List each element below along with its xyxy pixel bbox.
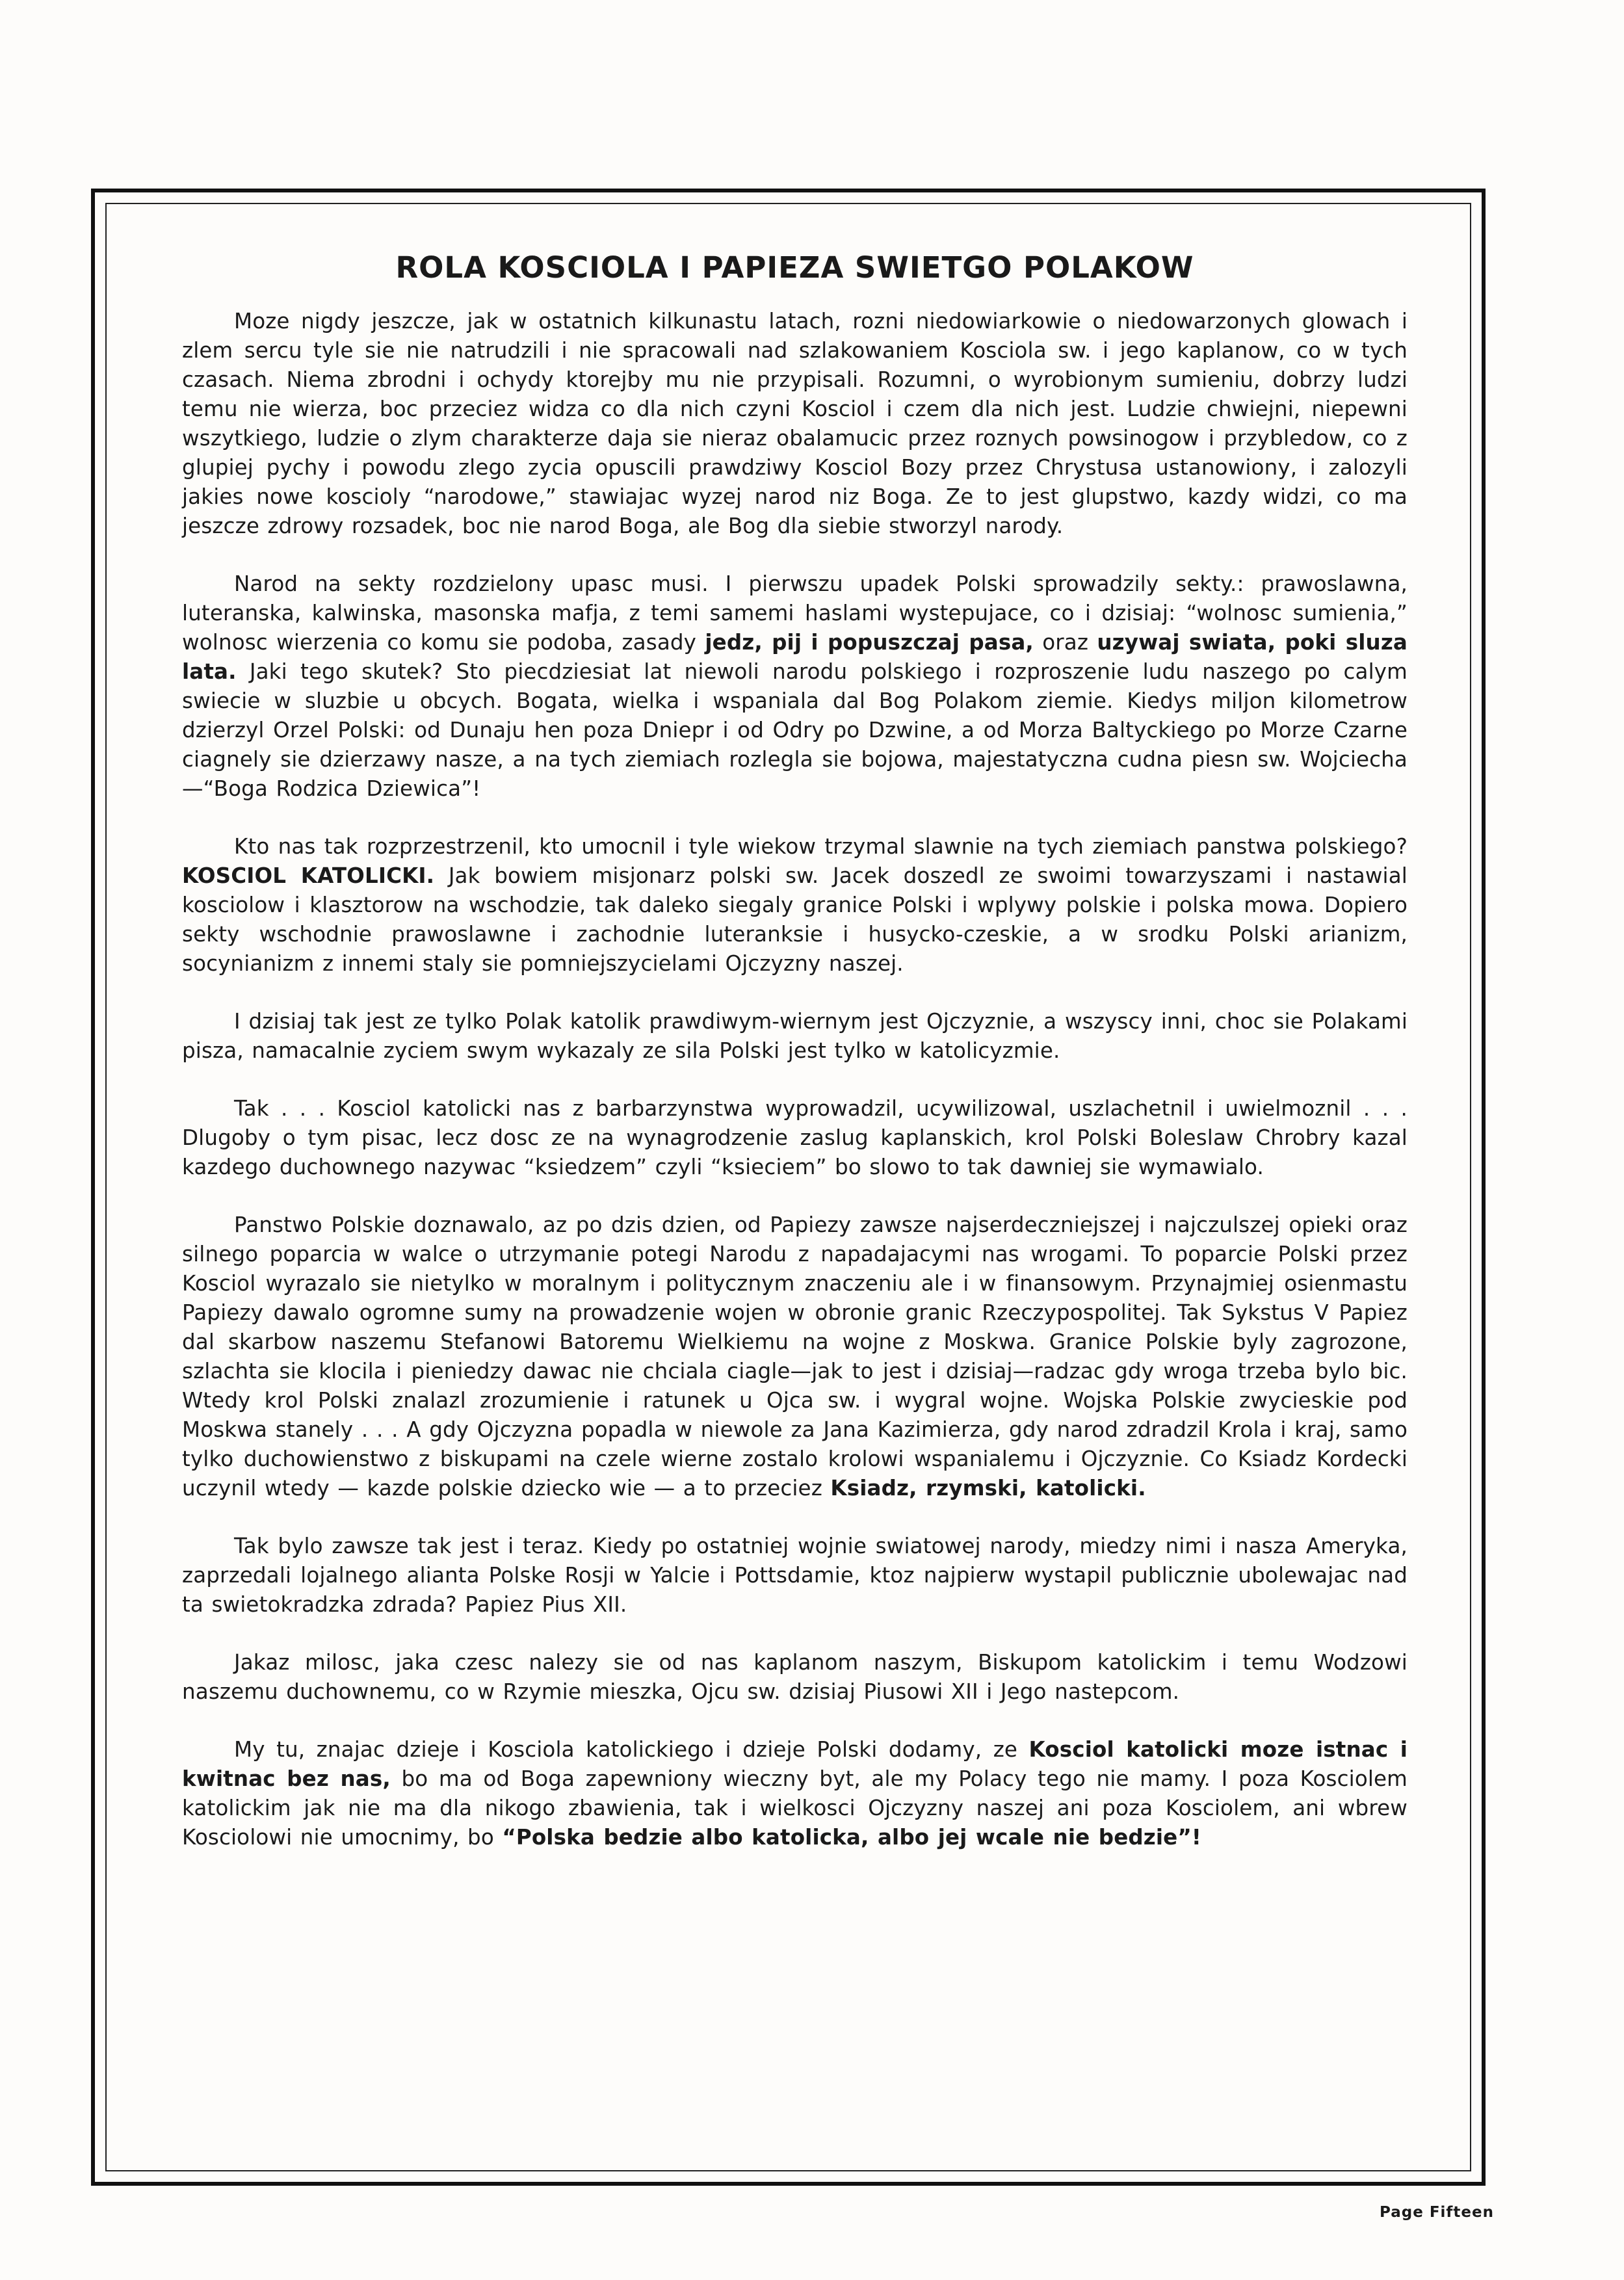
text-segment: My tu, znajac dzieje i Kosciola katolickiego i dzieje Polski dodamy, ze: [234, 1737, 1029, 1762]
text-segment: Panstwo Polskie doznawalo, az po dzis dzien, od Papiezy zawsze najserdeczniejszej i najczulszej opieki oraz silnego poparcia w walce o utrzymanie potegi Narodu z napadajacymi nas wrogami. To poparcie Polski przez Kosciol wyrazalo sie nietylko w moralnym i politycznym znaczeniu ale i w finansowym. Przynajmiej osienmastu Papiezy dawalo ogromne sumy na prowadzenie wojen w obronie granic Rzeczypospolitej. Tak Sykstus V Papiez dal skarbow naszemu Stefanowi Batoremu Wielkiemu na wojne z Moskwa. Granice Polskie byly zagrozone, szlachta sie klocila i pieniedzy dawac nie chciala ciagle—jak to jest i dzisiaj—radzac gdy wroga trzeba bylo bic. Wtedy krol Polski znalazl zrozumienie i ratunek u Ojca sw. i wygral wojne. Wojska Polskie zwycieskie pod Moskwa stanely . . . A gdy Ojczyzna popadla w niewole za Jana Kazimierza, gdy narod zdradzil Krola i kraj, samo tylko duchowienstwo z biskupami na czele wierne zostalo krolowi wspanialemu i Ojczyznie. Co Ksiadz Kordecki uczynil wtedy — kazde polskie dziecko wie — a to przeciez: [182, 1212, 1408, 1500]
text-segment: bo ma od Boga zapewniony wieczny byt, ale my Polacy tego nie mamy. I poza Kosciolem katolickim jak nie ma dla nikogo zbawienia, tak i wielkosci Ojczyzny naszej ani poza Kosciolem, ani wbrew Kosciolowi nie umocnimy, bo: [182, 1766, 1408, 1850]
text-segment: Jak bowiem misjonarz polski sw. Jacek doszedl ze swoimi towarzyszami i nastawial kosciolow i klasztorow na wschodzie, tak daleko siegaly granice Polski i wplywy polskie i polska mowa. Dopiero sekty wschodnie prawoslawne i zachodnie luteranksie i husycko-czeskie, a w srodku Polski arianizm, socynianizm z innemi staly sie pomniejszycielami Ojczyzny naszej.: [182, 863, 1408, 976]
paragraph: [182, 832, 1408, 978]
text-segment: Kto nas tak rozprzestrzenil, kto umocnil i tyle wiekow trzymal slawnie na tych ziemiach panstwa polskiego?: [234, 834, 1408, 859]
text-segment: oraz: [1033, 630, 1097, 655]
article-title: ROLA KOSCIOLA I PAPIEZA SWIETGO POLAKOW: [395, 250, 1194, 285]
text-segment: Tak bylo zawsze tak jest i teraz. Kiedy po ostatniej wojnie swiatowej narody, miedzy nimi i nasza Ameryka, zaprzedali lojalnego alianta Polske Rosji w Yalcie i Pottsdamie, ktoz najpierw wystapil publicznie ubolewajac nad ta swietokradzka zdrada? Papiez Pius XII.: [182, 1534, 1408, 1617]
text-segment: Jaki tego skutek? Sto piecdziesiat lat niewoli narodu polskiego i rozproszenie ludu naszego po calym swiecie w sluzbie u obcych. Bogata, wielka i wspaniala dal Bog Polakom ziemie. Kiedys miljon kilometrow dzierzyl Orzel Polski: od Dunaju hen poza Dniepr i od Odry po Dzwine, a od Morza Baltyckiego po Morze Czarne ciagnely sie dzierzawy nasze, a na tych ziemiach rozlegla sie bojowa, majestatyczna cudna piesn sw. Wojciecha—“Boga Rodzica Dziewica”!: [182, 659, 1408, 801]
bold-text: Kosciol katolicki moze istnac i kwitnac bez nas,: [182, 1737, 1408, 1791]
paragraph: [182, 1532, 1408, 1619]
bold-text: uzywaj swiata, poki sluza lata.: [182, 630, 1408, 684]
text-segment: Tak . . . Kosciol katolicki nas z barbarzynstwa wyprowadzil, ucywilizowal, uszlachetnil i uwielmoznil . . . Dlugoby o tym pisac, lecz dosc ze na wynagrodzenie zaslug kaplanskich, krol Polski Boleslaw Chrobry kazal kazdego duchownego nazywac “ksiedzem” czyli “ksieciem” bo slowo to tak dawniej sie wymawialo.: [182, 1096, 1408, 1179]
paragraph: [182, 570, 1408, 804]
article: [182, 250, 1408, 1881]
paragraph: [182, 1094, 1408, 1182]
text-segment: Narod na sekty rozdzielony upasc musi. I pierwszu upadek Polski sprowadzily sekty.: prawoslawna, luteranska, kalwinska, masonska mafja, z temi samemi haslami wystepujace, co i dzisiaj: “wolnosc sumienia,” wolnosc wierzenia co komu sie podoba, zasady: [182, 571, 1408, 655]
text-segment: Moze nigdy jeszcze, jak w ostatnich kilkunastu latach, rozni niedowiarkowie o niedowarzonych glowach i zlem sercu tyle sie nie natrudzili i nie spracowali nad szlakowaniem Kosciola sw. i jego kaplanow, co w tych czasach. Niema zbrodni i ochydy ktorejby mu nie przypisali. Rozumni, o wyrobionym sumieniu, dobrzy ludzi temu nie wierza, boc przeciez widza co dla nich czyni Kosciol i czem dla nich jest. Ludzie chwiejni, niepewni wszytkiego, ludzie o zlym charakterze daja sie nieraz obalamucic przez roznych powsinogow i przybledow, co z glupiej pychy i powodu zlego zycia opuscili prawdziwy Kosciol Bozy przez Chrystusa ustanowiony, i zalozyli jakies nowe koscioly “narodowe,” stawiajac wyzej narod niz Boga. Ze to jest glupstwo, kazdy widzi, co ma jeszcze zdrowy rozsadek, boc nie narod Boga, ale Bog dla siebie stworzyl narody.: [182, 309, 1408, 538]
bold-text: Ksiadz, rzymski, katolicki.: [830, 1476, 1146, 1500]
bold-text: jedz, pij i popuszczaj pasa,: [705, 630, 1034, 655]
paragraph: [182, 1211, 1408, 1503]
bold-text: KOSCIOL KATOLICKI.: [182, 863, 435, 888]
text-segment: Jakaz milosc, jaka czesc nalezy sie od nas kaplanom naszym, Biskupom katolickim i temu Wodzowi naszemu duchownemu, co w Rzymie mieszka, Ojcu sw. dzisiaj Piusowi XII i Jego nastepcom.: [182, 1650, 1408, 1704]
paragraph: [182, 307, 1408, 541]
article-body: [182, 307, 1408, 1852]
paragraph: [182, 1735, 1408, 1852]
page-number: Page Fifteen: [1380, 2204, 1494, 2221]
paragraph: [182, 1648, 1408, 1707]
text-segment: I dzisiaj tak jest ze tylko Polak katolik prawdiwym-wiernym jest Ojczyznie, a wszyscy inni, choc sie Polakami pisza, namacalnie zyciem swym wykazaly ze sila Polski jest tylko w katolicyzmie.: [182, 1009, 1408, 1063]
paragraph: [182, 1007, 1408, 1066]
bold-text: “Polska bedzie albo katolicka, albo jej wcale nie bedzie”!: [502, 1825, 1201, 1850]
